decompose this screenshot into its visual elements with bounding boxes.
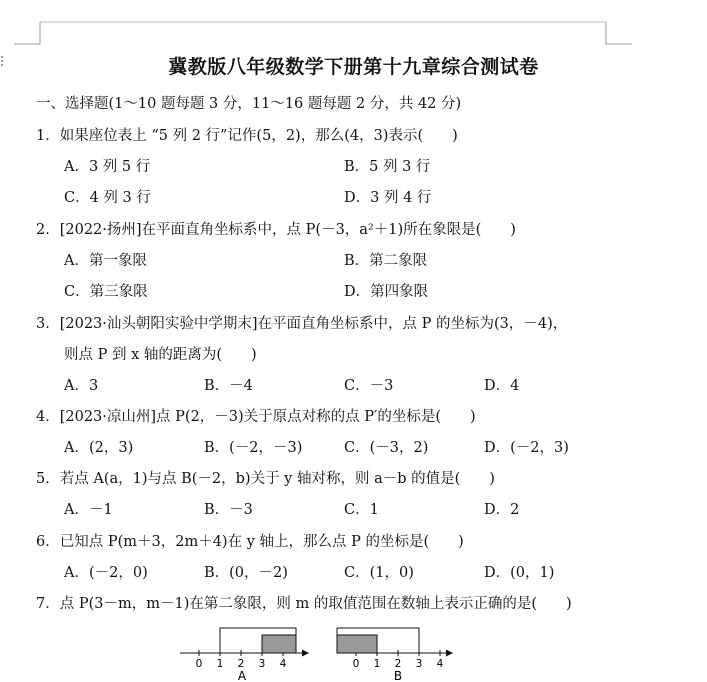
tick-label: 1 bbox=[216, 658, 224, 670]
tick-label: 3 bbox=[415, 658, 423, 670]
question-1-option-c[interactable]: C．4 列 3 行 bbox=[64, 190, 151, 206]
question-5-option-c[interactable]: C．1 bbox=[344, 502, 379, 518]
question-4-stem: 4．[2023·凉山州]点 P(2，－3)关于原点对称的点 P′的坐标是( ) bbox=[36, 409, 476, 425]
tick-label: 0 bbox=[352, 658, 360, 670]
question-2-option-a[interactable]: A．第一象限 bbox=[64, 253, 147, 269]
question-2-option-d[interactable]: D．第四象限 bbox=[344, 284, 429, 300]
tick-label: 3 bbox=[258, 658, 266, 670]
question-2-option-b[interactable]: B．第二象限 bbox=[344, 253, 428, 269]
question-7-stem: 7．点 P(3－m，m－1)在第二象限，则 m 的取值范围在数轴上表示正确的是( ) bbox=[36, 596, 572, 612]
question-4-option-d[interactable]: D．(－2，3) bbox=[484, 440, 569, 456]
tick-label: 2 bbox=[394, 658, 402, 670]
question-1-option-b[interactable]: B．5 列 3 行 bbox=[344, 159, 431, 175]
question-5-stem: 5．若点 A(a，1)与点 B(－2，b)关于 y 轴对称，则 a－b 的值是( ) bbox=[36, 471, 495, 487]
question-3-stem-cont: 则点 P 到 x 轴的距离为( ) bbox=[64, 347, 257, 363]
figure-label-a: A bbox=[237, 669, 247, 682]
number-line-b[interactable] bbox=[337, 628, 453, 682]
question-6-option-d[interactable]: D．(0，1) bbox=[484, 565, 555, 581]
number-line-a[interactable] bbox=[180, 628, 309, 682]
question-5-option-a[interactable]: A．－1 bbox=[64, 502, 113, 518]
tick-label: 4 bbox=[436, 658, 444, 670]
question-2-stem: 2．[2022·扬州]在平面直角坐标系中，点 P(－3，a²＋1)所在象限是( ) bbox=[36, 222, 516, 238]
question-1-option-d[interactable]: D．3 列 4 行 bbox=[344, 190, 432, 206]
question-5-option-b[interactable]: B．－3 bbox=[204, 502, 253, 518]
figure-label-b: B bbox=[393, 669, 403, 682]
question-4-option-b[interactable]: B．(－2，－3) bbox=[204, 440, 303, 456]
question-6-option-a[interactable]: A．(－2，0) bbox=[64, 565, 148, 581]
page-title: 冀教版八年级数学下册第十九章综合测试卷 bbox=[168, 56, 539, 78]
question-6-stem: 6．已知点 P(m＋3，2m＋4)在 y 轴上，那么点 P 的坐标是( ) bbox=[36, 534, 464, 550]
question-3-option-a[interactable]: A．3 bbox=[64, 378, 99, 394]
question-3-stem: 3．[2023·汕头朝阳实验中学期末]在平面直角坐标系中，点 P 的坐标为(3，－4)， bbox=[36, 316, 568, 332]
question-4-option-c[interactable]: C．(－3，2) bbox=[344, 440, 429, 456]
question-3-option-d[interactable]: D．4 bbox=[484, 378, 520, 394]
question-3-option-b[interactable]: B．－4 bbox=[204, 378, 253, 394]
question-6-option-b[interactable]: B．(0，－2) bbox=[204, 565, 288, 581]
tick-label: 2 bbox=[237, 658, 245, 670]
tick-label: 0 bbox=[195, 658, 203, 670]
tick-label: 1 bbox=[373, 658, 381, 670]
question-1-option-a[interactable]: A．3 列 5 行 bbox=[64, 159, 151, 175]
question-2-option-c[interactable]: C．第三象限 bbox=[64, 284, 148, 300]
question-5-option-d[interactable]: D．2 bbox=[484, 502, 520, 518]
question-3-option-c[interactable]: C．－3 bbox=[344, 378, 394, 394]
page-corner-marks bbox=[0, 0, 707, 50]
question-6-option-c[interactable]: C．(1，0) bbox=[344, 565, 414, 581]
tick-label: 4 bbox=[279, 658, 287, 670]
section-heading: 一、选择题(1～10 题每题 3 分，11～16 题每题 2 分，共 42 分) bbox=[36, 96, 462, 112]
number-line-figures bbox=[0, 620, 707, 682]
question-4-option-a[interactable]: A．(2，3) bbox=[64, 440, 134, 456]
question-1-stem: 1．如果座位表上 “5 列 2 行”记作(5，2)，那么(4，3)表示( ) bbox=[36, 128, 458, 144]
